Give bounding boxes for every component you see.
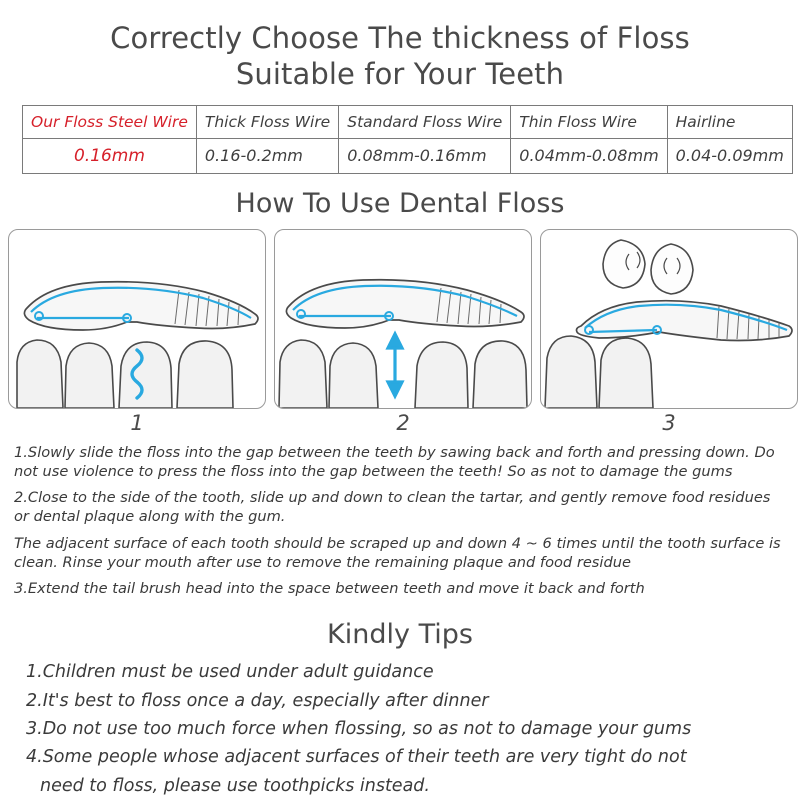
table-value-cell-standard: 0.08mm-0.16mm <box>339 138 511 173</box>
kindly-tips-heading: Kindly Tips <box>327 619 473 651</box>
table-header-cell-thick: Thick Floss Wire <box>196 105 338 138</box>
tip-item-4-continued: need to floss, please use toothpicks instead. <box>40 775 430 796</box>
table-header-cell-thin: Thin Floss Wire <box>511 105 667 138</box>
how-to-use-heading: How To Use Dental Floss <box>235 187 565 219</box>
table-value-cell-thick: 0.16-0.2mm <box>196 138 338 173</box>
figure-2 <box>274 229 532 435</box>
figure-3 <box>540 229 798 435</box>
figure-row <box>0 229 800 435</box>
figure-1 <box>8 229 266 435</box>
figure-1-box <box>8 229 266 409</box>
instruction-step-1: 1.Slowly slide the floss into the gap between the teeth by sawing back and forth and pressing down. Do not use violence to press the floss into the gap between the teeth! So as not to damage the gums <box>14 443 775 480</box>
floss-pick-diagram-3-icon <box>541 230 797 408</box>
page-title-line-1: Correctly Choose The thickness of Floss <box>110 21 690 55</box>
table-header-cell-our-floss: Our Floss Steel Wire <box>23 105 197 138</box>
tip-item-4: 4.Some people whose adjacent surfaces of their teeth are very tight do not <box>26 747 687 768</box>
floss-pick-diagram-2-icon <box>275 230 531 408</box>
floss-thickness-table <box>22 105 793 174</box>
instruction-step-2-continued: The adjacent surface of each tooth should be scraped up and down 4 ~ 6 times until the tooth surface is clean. Rinse your mouth after use to remove the remaining plaque and food residue <box>14 534 781 571</box>
page-title <box>0 0 800 93</box>
table-value-row <box>23 138 793 173</box>
figure-3-box <box>540 229 798 409</box>
page-title-line-2: Suitable for Your Teeth <box>235 57 565 92</box>
table-header-cell-standard: Standard Floss Wire <box>339 105 511 138</box>
tip-item-2: 2.It's best to floss once a day, especially after dinner <box>26 690 489 711</box>
table-value-cell-thin: 0.04mm-0.08mm <box>511 138 667 173</box>
table-value-cell-our-floss: 0.16mm <box>23 138 197 173</box>
table-value-cell-hairline: 0.04-0.09mm <box>667 138 792 173</box>
tip-item-3: 3.Do not use too much force when flossing, so as not to damage your gums <box>26 719 692 739</box>
floss-thickness-table-container <box>0 93 800 174</box>
figure-3-caption: 3 <box>662 410 676 435</box>
figure-2-box <box>274 229 532 409</box>
tips-list <box>0 660 800 799</box>
instruction-step-2: 2.Close to the side of the tooth, slide up and down to clean the tartar, and gently remove food residues or dental plaque along with the gum. <box>14 489 771 526</box>
table-header-cell-hairline: Hairline <box>667 105 792 138</box>
tip-item-1: 1.Children must be used under adult guidance <box>26 662 434 683</box>
figure-1-caption: 1 <box>130 410 144 435</box>
table-header-row <box>23 105 793 138</box>
instruction-step-3: 3.Extend the tail brush head into the space between teeth and move it back and forth <box>14 580 645 597</box>
instruction-list <box>0 435 800 599</box>
floss-pick-diagram-1-icon <box>9 230 265 408</box>
figure-2-caption: 2 <box>396 410 410 435</box>
